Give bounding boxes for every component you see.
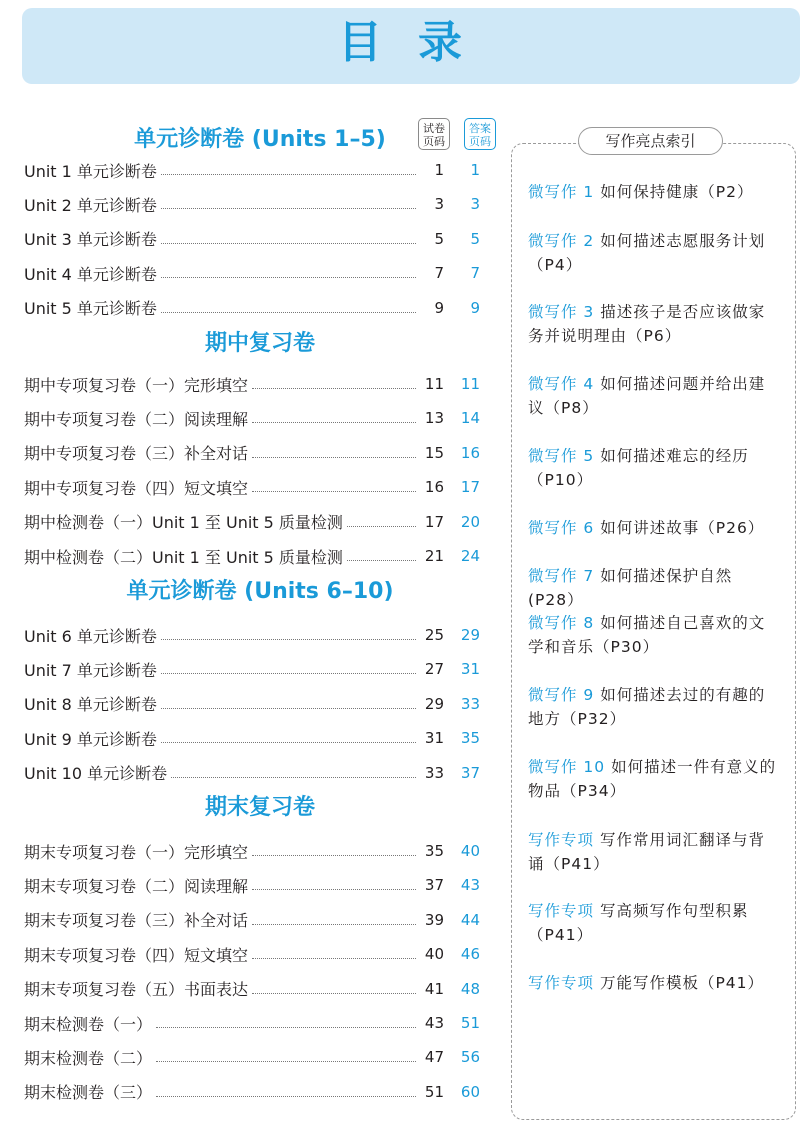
writing-item-label: 微写作 8 [528,614,595,632]
writing-item-text: 描述孩子是否应该做家务并说明理由（P6） [528,303,766,345]
answer-page-number: 51 [460,1014,480,1032]
writing-item-text: 如何描述难忘的经历（P10） [528,447,749,489]
toc-entry[interactable] [24,261,480,285]
toc-entry-title: 期中专项复习卷（三）补全对话 [24,444,249,464]
toc-entry-title: 期中专项复习卷（二）阅读理解 [24,409,249,429]
toc-entry-title: 期中专项复习卷（一）完形填空 [24,375,249,395]
toc-entry-title: Unit 3 单元诊断卷 [24,230,157,250]
writing-item-text: 如何描述问题并给出建议（P8） [528,375,766,417]
answer-page-number: 5 [470,229,480,248]
answer-page-number: 40 [460,842,480,860]
writing-index-title: 写作亮点索引 [578,127,723,155]
leader-dots [347,525,416,527]
section-heading: 期末复习卷 [204,795,315,820]
test-page-number: 27 [424,660,444,679]
test-page-column-header: 试卷 页码 [418,118,450,150]
answer-page-number: 3 [470,195,480,214]
leader-dots [156,1095,416,1097]
leader-dots [161,707,416,709]
leader-dots [161,311,416,313]
writing-item-text: 如何描述志愿服务计划（P4） [528,232,766,274]
writing-item-text: 如何描述保护自然(P28） [528,567,733,609]
test-page-number: 39 [424,910,444,929]
leader-dots [161,242,416,244]
test-page-number: 41 [424,979,444,998]
leader-dots [156,1060,416,1062]
test-page-number: 3 [434,195,444,214]
writing-index-item[interactable] [528,564,780,612]
writing-index-item[interactable] [528,611,780,659]
leader-dots [252,421,416,423]
leader-dots [161,207,416,209]
toc-entry-title: Unit 5 单元诊断卷 [24,299,157,319]
writing-item-text: 万能写作模板（P41） [599,974,765,992]
test-page-number: 51 [424,1082,444,1101]
toc-entry-title: 期末专项复习卷（五）书面表达 [24,980,249,1000]
toc-entry-title: 期中检测卷（一）Unit 1 至 Unit 5 质量检测 [24,513,343,533]
section-heading: 期中复习卷 [204,331,315,356]
toc-entry-title: Unit 2 单元诊断卷 [24,195,157,215]
writing-item-text: 写高频写作句型积累（P41） [528,902,749,944]
writing-index-item[interactable] [528,229,780,277]
test-page-number: 35 [424,842,444,860]
toc-entry[interactable] [24,372,480,396]
toc-entry-title: 期末检测卷（二） [24,1048,153,1068]
toc-entry-title: 期中检测卷（二）Unit 1 至 Unit 5 质量检测 [24,547,343,567]
test-page-number: 7 [434,264,444,283]
test-page-number: 5 [434,229,444,248]
leader-dots [161,173,416,175]
leader-dots [252,456,416,458]
toc-entry[interactable] [24,726,480,750]
toc-entry-title: Unit 6 单元诊断卷 [24,626,157,646]
writing-item-text: 如何讲述故事（P26） [600,519,765,537]
writing-index-item[interactable] [528,899,780,947]
toc-entry[interactable] [24,692,480,716]
writing-index-item[interactable] [528,180,780,204]
writing-item-label: 写作专项 [528,831,595,849]
writing-item-text: 写作常用词汇翻译与背诵（P41） [528,831,765,873]
toc-entry[interactable] [24,908,480,932]
toc-entry-title: 期末专项复习卷（三）补全对话 [24,911,249,931]
writing-item-label: 写作专项 [528,902,595,920]
toc-entry[interactable] [24,839,480,863]
test-page-number: 16 [424,478,444,497]
answer-page-number: 20 [460,512,480,531]
writing-item-label: 微写作 9 [528,686,595,704]
leader-dots [252,992,416,994]
writing-item-label: 微写作 10 [528,758,606,776]
test-page-number: 40 [424,945,444,964]
writing-item-text: 如何描述一件有意义的物品（P34） [528,758,777,800]
toc-entry-title: 期中专项复习卷（四）短文填空 [24,478,249,498]
toc-entry[interactable] [24,873,480,897]
writing-index-item[interactable] [528,300,780,348]
answer-page-number: 35 [460,729,480,748]
toc-entry[interactable] [24,1080,480,1104]
writing-item-label: 微写作 6 [528,519,595,537]
writing-index-item[interactable] [528,683,780,731]
test-page-number: 13 [424,409,444,428]
writing-item-label: 微写作 2 [528,232,595,250]
leader-dots [161,638,416,640]
toc-entry[interactable] [24,296,480,320]
toc-entry[interactable] [24,406,480,430]
toc-entry[interactable] [24,441,480,465]
answer-page-number: 43 [460,876,480,895]
leader-dots [347,559,416,561]
toc-entry-title: 期末专项复习卷（四）短文填空 [24,945,249,965]
answer-page-number: 29 [460,626,480,644]
answer-page-number: 14 [460,409,480,428]
toc-entry[interactable] [24,192,480,216]
answer-page-column-header: 答案 页码 [464,118,496,150]
writing-index-item[interactable] [528,372,780,420]
writing-index-item[interactable] [528,444,780,492]
leader-dots [252,888,416,890]
section-heading: 单元诊断卷 (Units 6–10) [126,579,394,604]
toc-entry-title: 期末检测卷（一） [24,1014,153,1034]
test-page-number: 43 [424,1014,444,1032]
toc-entry[interactable] [24,544,480,568]
answer-page-number: 46 [460,945,480,964]
answer-page-number: 1 [470,161,480,179]
answer-page-number: 31 [460,660,480,679]
answer-page-number: 37 [460,763,480,782]
test-page-number: 11 [424,375,444,393]
toc-entry-title: Unit 4 单元诊断卷 [24,264,157,284]
writing-index-item[interactable] [528,755,780,803]
answer-page-number: 9 [470,298,480,317]
test-page-number: 25 [424,626,444,644]
toc-entry[interactable] [24,1045,480,1069]
toc-entry[interactable] [24,623,480,647]
answer-page-number: 60 [460,1082,480,1101]
test-page-number: 33 [424,763,444,782]
toc-entry[interactable] [24,761,480,785]
leader-dots [161,672,416,674]
leader-dots [161,276,416,278]
page-title: 目录 [338,17,498,68]
leader-dots [156,1026,416,1028]
writing-item-label: 微写作 4 [528,375,595,393]
leader-dots [252,957,416,959]
writing-item-label: 写作专项 [528,974,595,992]
toc-entry[interactable] [24,227,480,251]
answer-page-number: 24 [460,547,480,565]
leader-dots [171,776,416,778]
answer-page-number: 33 [460,694,480,713]
answer-page-number: 11 [460,375,480,393]
answer-page-number: 16 [460,443,480,462]
writing-item-text: 如何保持健康（P2） [600,183,754,201]
toc-entry-title: 期末专项复习卷（一）完形填空 [24,842,249,862]
writing-index-item[interactable] [528,828,780,876]
writing-index-item[interactable] [528,971,780,995]
test-page-number: 31 [424,729,444,748]
writing-item-label: 微写作 1 [528,183,595,201]
answer-page-number: 17 [460,478,480,497]
leader-dots [252,387,416,389]
toc-entry-title: Unit 9 单元诊断卷 [24,729,157,749]
test-page-number: 29 [424,694,444,713]
answer-page-number: 56 [460,1048,480,1067]
toc-entry[interactable] [24,475,480,499]
toc-entry-title: Unit 10 单元诊断卷 [24,764,168,784]
test-page-number: 15 [424,443,444,462]
toc-entry-title: Unit 8 单元诊断卷 [24,695,157,715]
section-heading: 单元诊断卷 (Units 1–5) [134,127,386,152]
writing-item-label: 微写作 7 [528,567,595,585]
writing-item-label: 微写作 3 [528,303,595,321]
toc-entry-title: 期末专项复习卷（二）阅读理解 [24,876,249,896]
writing-item-text: 如何描述自己喜欢的文学和音乐（P30） [528,614,766,656]
toc-entry[interactable] [24,657,480,681]
leader-dots [161,741,416,743]
toc-entry[interactable] [24,1011,480,1035]
writing-item-text: 如何描述去过的有趣的地方（P32） [528,686,766,728]
leader-dots [252,923,416,925]
toc-entry[interactable] [24,977,480,1001]
toc-entry-title: Unit 7 单元诊断卷 [24,660,157,680]
toc-entry-title: 期末检测卷（三） [24,1083,153,1103]
leader-dots [252,854,416,856]
toc-entry[interactable] [24,942,480,966]
test-page-number: 47 [424,1048,444,1067]
leader-dots [252,490,416,492]
test-page-number: 17 [424,512,444,531]
answer-page-number: 7 [470,264,480,283]
test-page-number: 9 [434,298,444,317]
writing-item-label: 微写作 5 [528,447,595,465]
toc-entry[interactable] [24,510,480,534]
toc-entry[interactable] [24,158,480,182]
writing-index-item[interactable] [528,516,780,540]
test-page-number: 21 [424,547,444,565]
answer-page-number: 48 [460,979,480,998]
answer-page-number: 44 [460,910,480,929]
test-page-number: 1 [434,161,444,179]
toc-entry-title: Unit 1 单元诊断卷 [24,161,157,181]
test-page-number: 37 [424,876,444,895]
